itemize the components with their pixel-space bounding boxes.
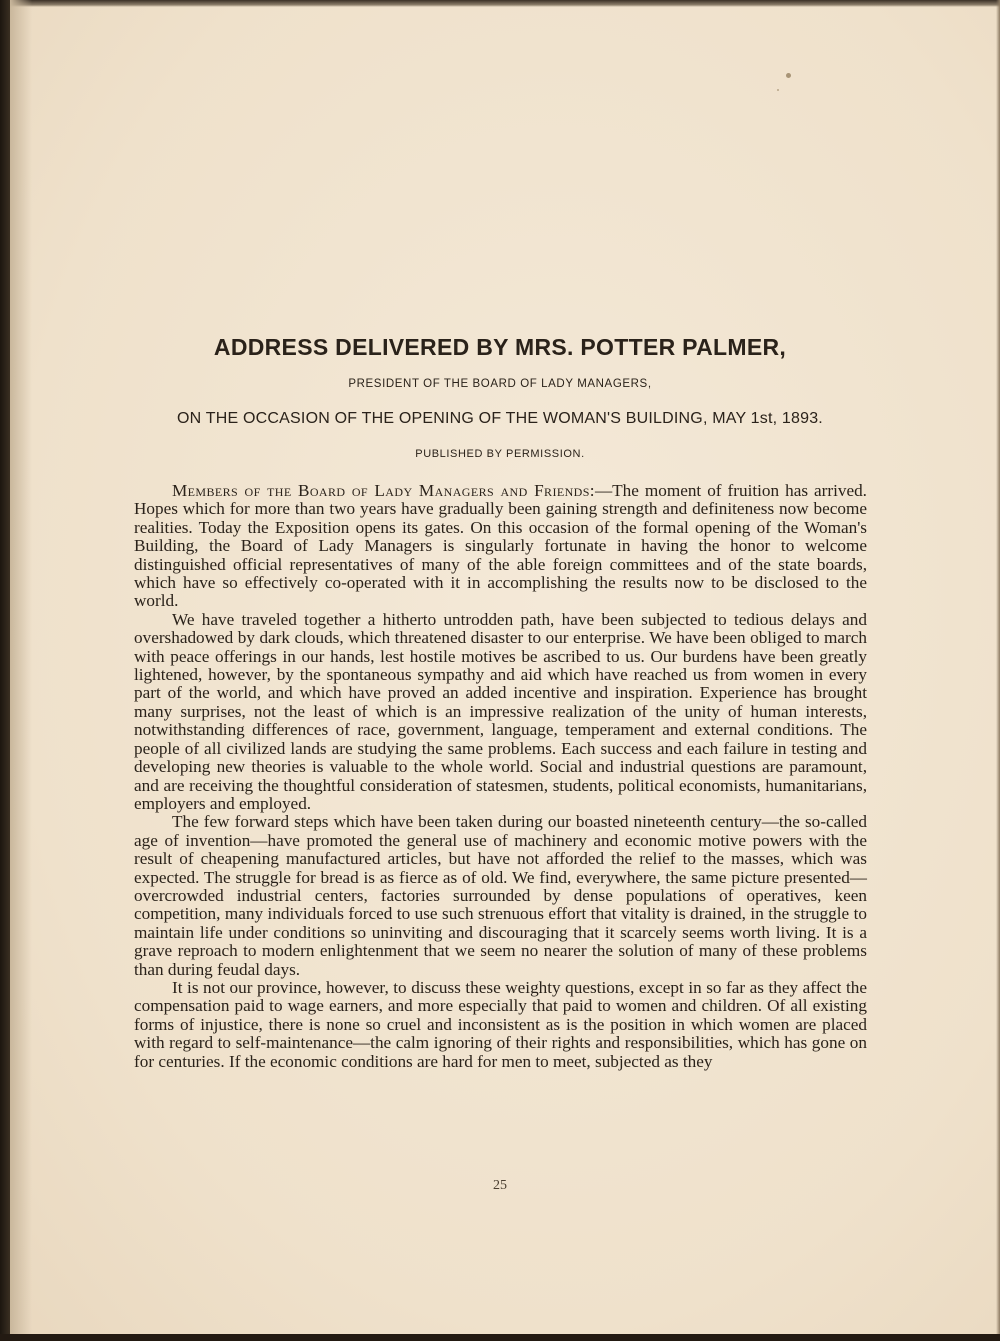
paragraph-3: The few forward steps which have been taken during our boasted nineteenth century—the so-called age of invention—have promoted the general use of machinery and economic motive powers with the result of cheapening manufactured articles, but have not afforded the relief to the masses, which was expected. The struggle for bread is as fierce as of old. We find, everywhere, the same picture presented—overcrowded industrial centers, factories surrounded by dense populations of operatives, keen competition, many individuals forced to use such strenuous effort that vitality is drained, in the struggle to maintain life under conditions so uninviting and discouraging that it scarcely seems worth living. It is a grave reproach to modern enlightenment that we seem no nearer the solution of many of these problems than during feudal days.: [134, 812, 867, 979]
paper-speck: [786, 73, 791, 78]
binding-edge: [0, 0, 10, 1341]
address-title: ADDRESS DELIVERED BY MRS. POTTER PALMER,: [213, 334, 787, 360]
paragraph-1: [134, 482, 867, 611]
paragraph-4: It is not our province, however, to discuss these weighty questions, except in so far as they affect the compensation paid to wage earners, and more especially that paid to women and children. Of all existing forms of injustice, there is none so cruel and inconsistent as is the position in which women are placed with regard to self-maintenance—the calm ignoring of their rights and responsibilities, which has gone on for centuries. If the economic conditions are hard for men to meet, subjected as they: [134, 977, 867, 1071]
paper-speck-small: [777, 89, 779, 91]
published-note: PUBLISHED BY PERMISSION.: [415, 448, 585, 460]
address-subtitle: PRESIDENT OF THE BOARD OF LADY MANAGERS,: [348, 378, 652, 390]
page-right-edge: [996, 0, 1000, 1334]
page-gutter: [10, 0, 32, 1334]
address-body: [134, 482, 867, 1071]
page-bottom-edge: [0, 1334, 1000, 1341]
page-number: 25: [493, 1178, 507, 1193]
paragraph-1-text: —The moment of fruition has arrived. Hopes which for more than two years have gradually been gaining strength and definiteness now become realities. Today the Exposition opens its gates. On this occasion of the formal opening of the Woman's Building, the Board of Lady Managers is singularly fortunate in having the honor to welcome distinguished official representatives of many of the able foreign committees and of the state boards, which have so effectively co-operated with it in accomplishing the results now to be disclosed to the world.: [134, 481, 867, 611]
paragraph-2: We have traveled together a hitherto untrodden path, have been subjected to tedious delays and overshadowed by dark clouds, which threatened disaster to our enterprise. We have been obliged to march with peace offerings in our hands, lest hostile motives be ascribed to us. Our burdens have been greatly lightened, however, by the spontaneous sympathy and aid which have reached us from women in every part of the world, and which have proved an added incentive and inspiration. Experience has brought many surprises, not the least of which is an impressive realization of the unity of human interests, notwithstanding differences of race, government, language, temperament and external conditions. The people of all civilized lands are studying the same problems. Each success and each failure in testing and developing new theories is valuable to the whole world. Social and industrial questions are paramount, and are receiving the thoughtful consideration of statesmen, students, political economists, humanitarians, employers and employed.: [134, 609, 867, 813]
salutation: Members of the Board of Lady Managers and Friends:: [172, 481, 595, 500]
page-top-edge: [10, 0, 1000, 7]
occasion-line: ON THE OCCASION OF THE OPENING OF THE WOMAN'S BUILDING, MAY 1st, 1893.: [177, 410, 823, 427]
